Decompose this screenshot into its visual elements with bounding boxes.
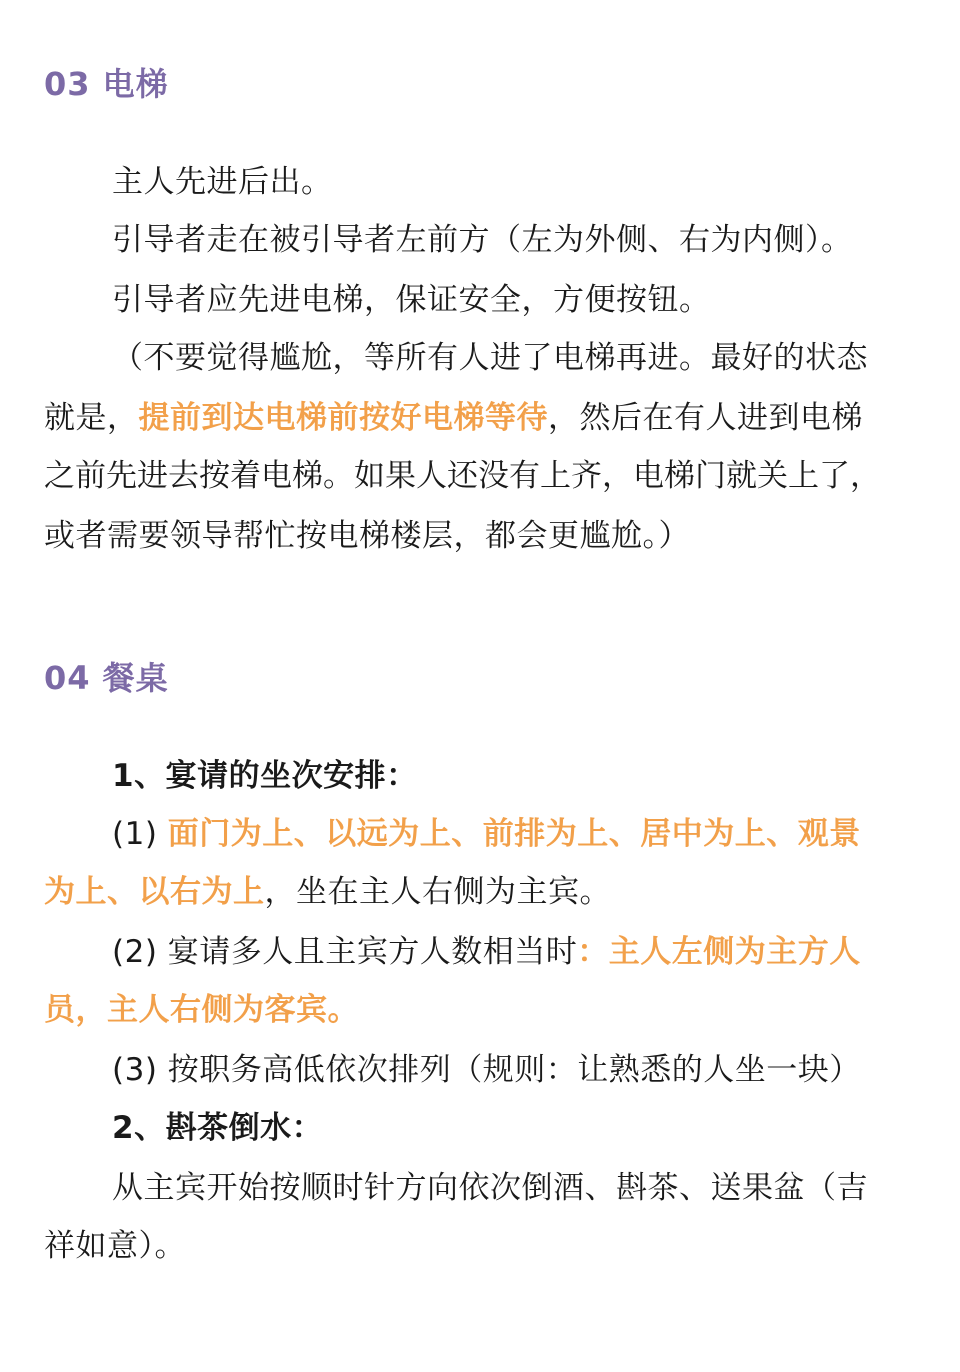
highlight-text: 提前到达电梯前按好电梯等待 [138,400,548,436]
paragraph-line: 从主宾开始按顺时针方向依次倒酒、斟茶、送果盆（吉 [112,1170,868,1206]
paragraph-line [112,932,920,972]
paragraph-line: (3) 按职务高低依次排列（规则：让熟悉的人坐一块） [112,1052,861,1088]
paragraph-line: 祥如意）。 [44,1228,186,1264]
paragraph-line [112,814,920,854]
highlight-text: ：主人左侧为主方人 [577,934,861,970]
text-run: 就是， [44,400,139,436]
subheading-seating: 1、宴请的坐次安排： [112,758,418,794]
paragraph-line: 引导者应先进电梯，保证安全，方便按钮。 [112,282,711,318]
text-run: (1) [112,816,168,852]
paragraph-line: 或者需要领导帮忙按电梯楼层，都会更尴尬。） [44,518,690,554]
paragraph-line [44,398,920,438]
paragraph-line [44,872,920,912]
highlight-text: 面门为上、以远为上、前排为上、居中为上、观景 [167,816,861,852]
section-heading-elevator: 03 电梯 [44,65,169,103]
section-heading-dining-table: 04 餐桌 [44,659,169,697]
subheading-tea: 2、斟茶倒水： [112,1110,324,1146]
highlight-line: 员，主人右侧为客宾。 [44,992,359,1028]
highlight-text: 为上、以右为上 [44,874,265,910]
text-run: (2) 宴请多人且主宾方人数相当时 [112,934,578,970]
paragraph-line: （不要觉得尴尬，等所有人进了电梯再进。最好的状态 [112,340,868,376]
paragraph-line: 引导者走在被引导者左前方（左为外侧、右为内侧）。 [112,222,853,258]
paragraph-line: 之前先进去按着电梯。如果人还没有上齐，电梯门就关上了， [44,458,881,494]
text-run: ，然后在有人进到电梯 [548,400,863,436]
paragraph-line: 主人先进后出。 [112,164,333,200]
text-run: ，坐在主人右侧为主宾。 [264,874,611,910]
